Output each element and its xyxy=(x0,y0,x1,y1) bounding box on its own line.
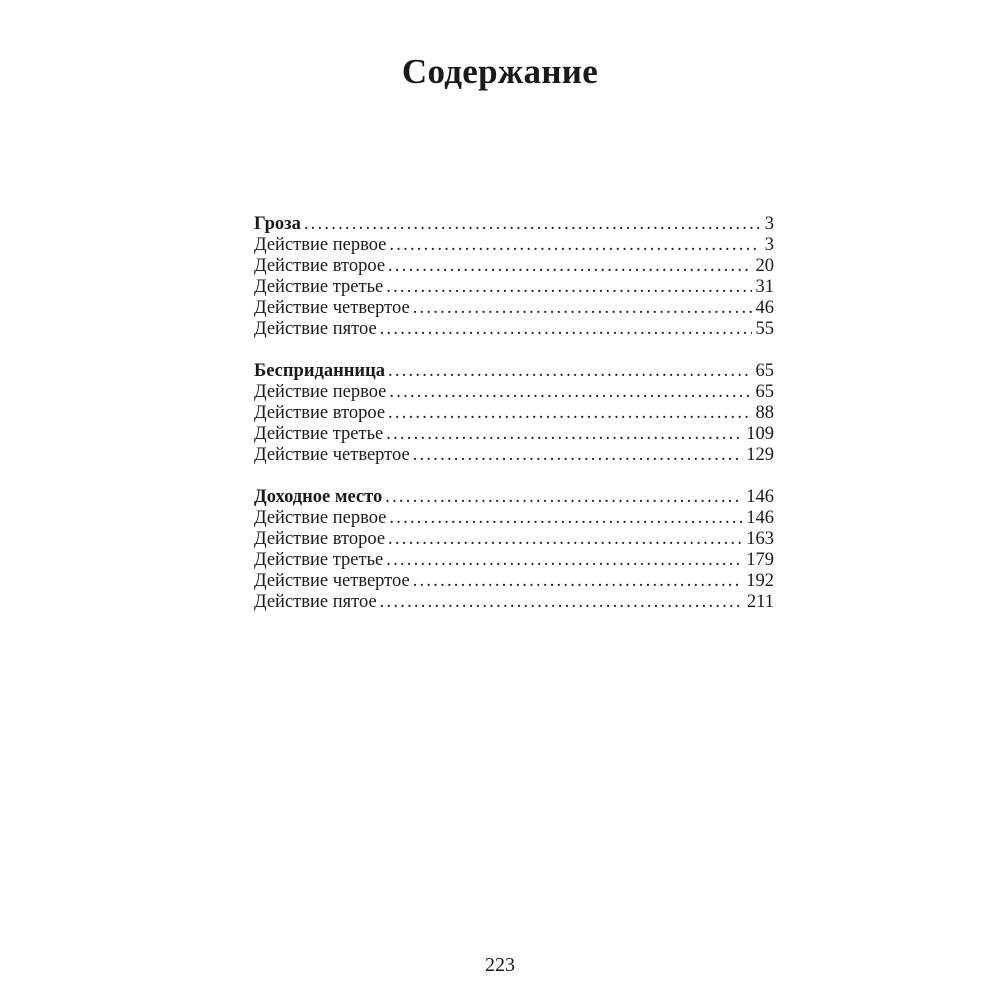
act-title: Действие пятое xyxy=(254,319,377,339)
act-title: Действие второе xyxy=(254,529,386,549)
act-title: Действие первое xyxy=(254,382,387,402)
dot-leader xyxy=(386,277,751,298)
toc-entry xyxy=(254,592,774,613)
toc-page-number: 192 xyxy=(746,571,774,591)
toc-entry xyxy=(254,550,774,571)
toc-entry xyxy=(254,571,774,592)
toc-section xyxy=(254,214,774,340)
dot-leader xyxy=(389,235,760,256)
dot-leader xyxy=(386,424,742,445)
toc-entry xyxy=(254,382,774,403)
table-of-contents xyxy=(254,214,774,634)
toc-section xyxy=(254,361,774,466)
dot-leader xyxy=(389,508,742,529)
toc-entry xyxy=(254,256,774,277)
toc-page-number: 146 xyxy=(746,487,774,507)
toc-entry xyxy=(254,235,774,256)
dot-leader xyxy=(388,403,751,424)
dot-leader xyxy=(388,256,751,277)
toc-page-number: 211 xyxy=(746,592,774,612)
act-title: Действие второе xyxy=(254,256,386,276)
act-title: Действие третье xyxy=(254,277,384,297)
dot-leader xyxy=(385,487,742,508)
act-title: Действие третье xyxy=(254,424,384,444)
act-title: Действие первое xyxy=(254,508,387,528)
dot-leader xyxy=(389,382,751,403)
toc-page-number: 163 xyxy=(746,529,774,549)
toc-page-number: 146 xyxy=(746,508,774,528)
dot-leader xyxy=(386,550,742,571)
toc-page-number: 129 xyxy=(746,445,774,465)
toc-page-number: 46 xyxy=(755,298,774,318)
toc-entry xyxy=(254,319,774,340)
dot-leader xyxy=(413,571,743,592)
page-number: 223 xyxy=(485,954,515,976)
act-title: Действие третье xyxy=(254,550,384,570)
toc-page-number: 3 xyxy=(764,214,774,234)
act-title: Действие пятое xyxy=(254,592,377,612)
dot-leader xyxy=(380,319,752,340)
toc-entry xyxy=(254,403,774,424)
toc-work-heading xyxy=(254,487,774,508)
act-title: Действие четвертое xyxy=(254,571,410,591)
dot-leader xyxy=(388,529,742,550)
toc-work-heading xyxy=(254,214,774,235)
toc-entry xyxy=(254,424,774,445)
work-title: Бесприданница xyxy=(254,361,385,381)
toc-page-number: 65 xyxy=(755,382,774,402)
toc-page-number: 65 xyxy=(755,361,774,381)
dot-leader xyxy=(304,214,760,235)
page-title: Содержание xyxy=(401,52,599,91)
dot-leader xyxy=(388,361,752,382)
toc-section xyxy=(254,487,774,613)
toc-entry xyxy=(254,445,774,466)
dot-leader xyxy=(413,445,743,466)
dot-leader xyxy=(380,592,743,613)
work-title: Доходное место xyxy=(254,487,383,507)
toc-entry xyxy=(254,277,774,298)
work-title: Гроза xyxy=(254,214,301,234)
toc-entry xyxy=(254,508,774,529)
toc-page-number: 3 xyxy=(764,235,774,255)
dot-leader xyxy=(413,298,752,319)
toc-work-heading xyxy=(254,361,774,382)
toc-entry xyxy=(254,529,774,550)
toc-page-number: 31 xyxy=(755,277,774,297)
toc-page-number: 179 xyxy=(746,550,774,570)
act-title: Действие четвертое xyxy=(254,445,410,465)
toc-entry xyxy=(254,298,774,319)
toc-page-number: 109 xyxy=(746,424,774,444)
act-title: Действие первое xyxy=(254,235,387,255)
toc-page-number: 20 xyxy=(755,256,774,276)
act-title: Действие четвертое xyxy=(254,298,410,318)
toc-page-number: 88 xyxy=(755,403,774,423)
toc-page-number: 55 xyxy=(755,319,774,339)
act-title: Действие второе xyxy=(254,403,386,423)
